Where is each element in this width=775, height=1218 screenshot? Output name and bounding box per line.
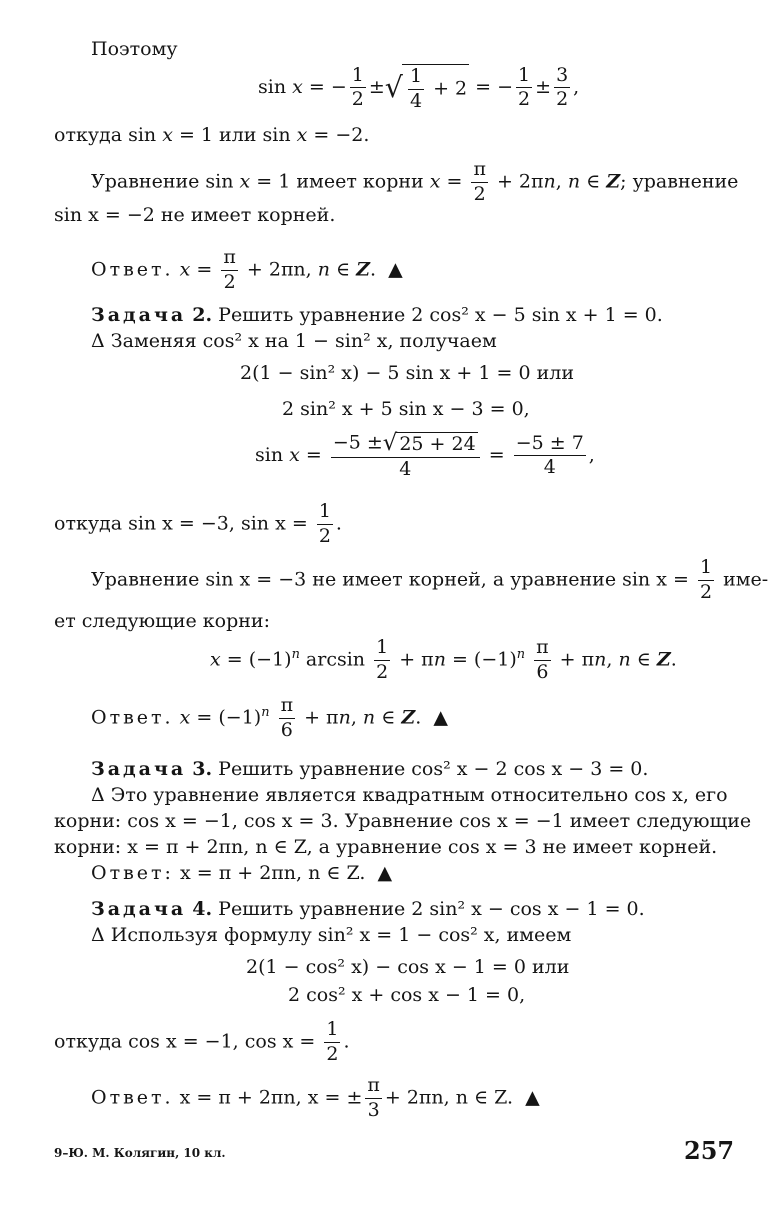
- answer-4: Ответ. x = π + 2πn, x = ± $\frac{\pi}{3}$ + 2πn, n ∈ Z. ▲: [91, 1074, 540, 1121]
- task-4-otkuda: откуда cos x = −1, cos x = $\frac{1}{2}$ .: [54, 1018, 350, 1065]
- task-2-intro: Δ Заменяя cos² x на 1 − sin² x, получаем: [91, 330, 497, 352]
- task-2-eq2: 2 sin² x + 5 sin x − 3 = 0,: [282, 398, 530, 420]
- text-otkuda-1: откуда sin x = 1 или sin x = −2.: [54, 124, 370, 146]
- task-3-line2: корни: cos x = −1, cos x = 3. Уравнение cos x = −1 имеет следующие: [54, 810, 752, 832]
- task-4-intro: Δ Используя формулу sin² x = 1 − cos² x, имеем: [91, 924, 572, 946]
- task-4-eq2: 2 cos² x + cos x − 1 = 0,: [288, 984, 526, 1006]
- task-3-line1: Δ Это уравнение является квадратным относительно cos x, его: [91, 784, 728, 806]
- page-number: 257: [684, 1136, 735, 1165]
- end-triangle-icon: ▲: [377, 862, 393, 884]
- task-2-solution: $x = (-1)^n$ arcsin $\frac{1}{2}$ + $\pi n = (-1)^n$ $\frac{\pi}{6}$ + πn, n ∈ Z.: [210, 636, 677, 683]
- footer-signature: 9–Ю. М. Колягин, 10 кл.: [54, 1146, 226, 1160]
- answer-1: Ответ. x = $\frac{\pi}{2}$ + 2πn, n ∈ Z. ▲: [91, 246, 403, 293]
- end-triangle-icon: ▲: [388, 258, 403, 281]
- sqrt-expression: √ $\frac{1}{4}$ + 2: [384, 65, 468, 112]
- task-4-eq1: 2(1 − cos² x) − cos x − 1 = 0 или: [246, 956, 570, 978]
- task-2-eq1: 2(1 − sin² x) − 5 sin x + 1 = 0 или: [240, 362, 574, 384]
- text-no-roots: sin x = −2 не имеет корней.: [54, 204, 336, 226]
- text-equation-roots: Уравнение sin x = 1 имеет корни x = $\frac{\pi}{2}$ + 2πn, n ∈ Z; уравнение: [91, 158, 739, 205]
- task-3-line3: корни: x = π + 2πn, n ∈ Z, а уравнение cos x = 3 не имеет корней.: [54, 836, 718, 858]
- task-4-heading: Задача 4. Решить уравнение 2 sin² x − cos x − 1 = 0.: [91, 898, 645, 920]
- task-2-heading: Задача 2. Решить уравнение 2 cos² x − 5 sin x + 1 = 0.: [91, 304, 663, 326]
- end-triangle-icon: ▲: [525, 1086, 540, 1109]
- task-2-otkuda: откуда sin x = −3, sin x = $\frac{1}{2}$ .: [54, 500, 342, 547]
- fraction: $\frac{1}{2}$: [351, 63, 364, 111]
- answer-3: Ответ: x = π + 2πn, n ∈ Z. ▲: [91, 862, 393, 884]
- task-2-text: Уравнение sin x = −3 не имеет корней, а уравнение sin x = $\frac{1}{2}$ име-: [91, 556, 769, 603]
- task-3-heading: Задача 3. Решить уравнение cos² x − 2 cos x − 3 = 0.: [91, 758, 649, 780]
- end-triangle-icon: ▲: [433, 706, 448, 729]
- fraction: −5 ± √ 25 + 24 4: [331, 432, 480, 480]
- task-2-text-cont: ет следующие корни:: [54, 610, 270, 632]
- equation-sin-quadratic: sin x = − $\frac{1}{2}$ ± √ $\frac{1}{4}$ + 2 = − $\frac{1}{2}$ ± $\frac{3}{2}$ ,: [258, 63, 580, 112]
- answer-2: Ответ. $x = (-1)^n$ $\frac{\pi}{6}$ + πn, n ∈ Z. ▲: [91, 694, 448, 741]
- task-2-eq3: sin x = −5 ± √ 25 + 24 4 = $\frac{-5 \pm 7}{4}$ ,: [255, 430, 595, 480]
- text-poetomu: Поэтому: [91, 38, 178, 60]
